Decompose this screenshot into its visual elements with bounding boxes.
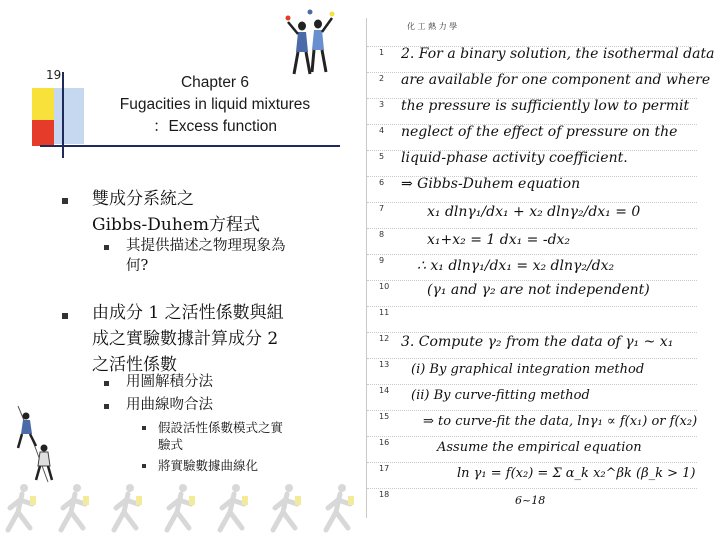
note-line: the pressure is sufficiently low to permit (401, 98, 690, 114)
title-line-3: ：Excess function (152, 118, 278, 135)
bullet-2-sub-2-sub-2: 將實驗數據曲線化 (158, 458, 259, 473)
bullet-2-sub-2: 用曲線吻合法 (126, 397, 213, 413)
note-line: (i) By graphical integration method (411, 362, 645, 377)
bullet-2-sub-2-sub-1 (158, 419, 283, 453)
ruled-line (367, 488, 697, 490)
bullet-marker (62, 313, 68, 319)
ruled-line (367, 410, 697, 412)
handwritten-notes-panel (366, 18, 715, 518)
note-line: (γ₁ and γ₂ are not independent) (427, 282, 650, 298)
note-line: (ii) By curve-fitting method (411, 388, 590, 403)
bullet-2-sub-2-sub-1-line-1: 假設活性係數模式之實 (158, 420, 284, 435)
bullet-1-sub-1-line-2: 何? (126, 258, 149, 274)
bullet-1-sub-1-line-1: 其提供描述之物理現象為 (126, 238, 286, 254)
note-line: are available for one component and where (401, 72, 711, 88)
ruled-line (367, 306, 697, 308)
climbing-figures-illustration (8, 404, 60, 484)
line-number: 13 (379, 360, 390, 369)
bullet-marker (104, 245, 109, 250)
title-line-1: Chapter 6 (180, 74, 250, 91)
line-number: 4 (379, 126, 385, 135)
ruled-line (367, 228, 697, 230)
line-number: 9 (379, 256, 385, 265)
notes-header: 化 工 熱 力 學 (407, 22, 458, 31)
bullet-1-line-2: Gibbs-Duhem方程式 (92, 215, 260, 235)
note-line: 3. Compute γ₂ from the data of γ₁ ~ x₁ (401, 334, 674, 350)
line-number: 18 (379, 490, 390, 499)
ruled-line (367, 384, 697, 386)
bullet-2-sub-2-sub-1-line-2: 驗式 (158, 437, 184, 452)
ruled-line (367, 358, 697, 360)
line-number: 1 (379, 48, 385, 57)
note-line: Assume the empirical equation (437, 440, 642, 455)
bullet-marker (104, 381, 109, 386)
juggling-figures-illustration (280, 8, 340, 80)
note-line: ⇒ to curve-fit the data, lnγ₁ ∝ f(x₁) or f(x₂) (423, 414, 698, 429)
line-number: 12 (379, 334, 390, 343)
line-number: 15 (379, 412, 390, 421)
title-line-2: Fugacities in liquid mixtures (119, 96, 311, 113)
note-equation: ln γ₁ = f(x₂) = Σ α_k x₂^βk (β_k > 1) (457, 466, 696, 481)
decor-red-block (32, 120, 54, 146)
line-number: 8 (379, 230, 385, 239)
ruled-line (367, 254, 697, 256)
line-number: 10 (379, 282, 390, 291)
note-equation: ∴ x₁ dlnγ₁/dx₁ = x₂ dlnγ₂/dx₂ (417, 258, 615, 274)
slide-number: 19 (46, 68, 62, 82)
bullet-1-line-1: 雙成分系統之 (92, 189, 194, 209)
decor-horizontal-rule (40, 145, 340, 147)
line-number: 2 (379, 74, 385, 83)
line-number: 16 (379, 438, 390, 447)
bullet-2-line-2: 成之實驗數據計算成分 2 (92, 329, 279, 349)
line-number: 6 (379, 178, 385, 187)
bullet-2-sub-1: 用圖解積分法 (126, 374, 213, 390)
note-line: ⇒ Gibbs-Duhem equation (401, 176, 581, 192)
bullet-1-sub-1 (126, 236, 286, 276)
line-number: 3 (379, 100, 385, 109)
bullet-2-line-3: 之活性係數 (92, 355, 177, 375)
line-number: 11 (379, 308, 390, 317)
bullet-1 (92, 186, 260, 238)
ruled-line (367, 436, 697, 438)
notes-page-number: 6~18 (515, 494, 546, 507)
slide-title (100, 72, 330, 138)
line-number: 17 (379, 464, 390, 473)
bullet-2 (92, 300, 284, 378)
line-number: 14 (379, 386, 390, 395)
bullet-marker (104, 404, 109, 409)
bullet-marker (142, 426, 146, 430)
decor-yellow-block (32, 88, 54, 120)
decor-blue-block (54, 88, 84, 144)
bullet-2-line-1: 由成分 1 之活性係數與組 (92, 303, 284, 323)
note-equation: x₁+x₂ = 1 dx₁ = -dx₂ (427, 232, 571, 248)
bullet-marker (62, 198, 68, 204)
note-line: liquid-phase activity coefficient. (401, 150, 628, 166)
running-figures-illustration (0, 482, 360, 538)
note-equation: x₁ dlnγ₁/dx₁ + x₂ dlnγ₂/dx₁ = 0 (427, 204, 641, 220)
ruled-line (367, 462, 697, 464)
line-number: 7 (379, 204, 385, 213)
note-line: neglect of the effect of pressure on the (401, 124, 678, 140)
note-line: 2. For a binary solution, the isothermal data (401, 46, 715, 62)
line-number: 5 (379, 152, 385, 161)
bullet-marker (142, 464, 146, 468)
